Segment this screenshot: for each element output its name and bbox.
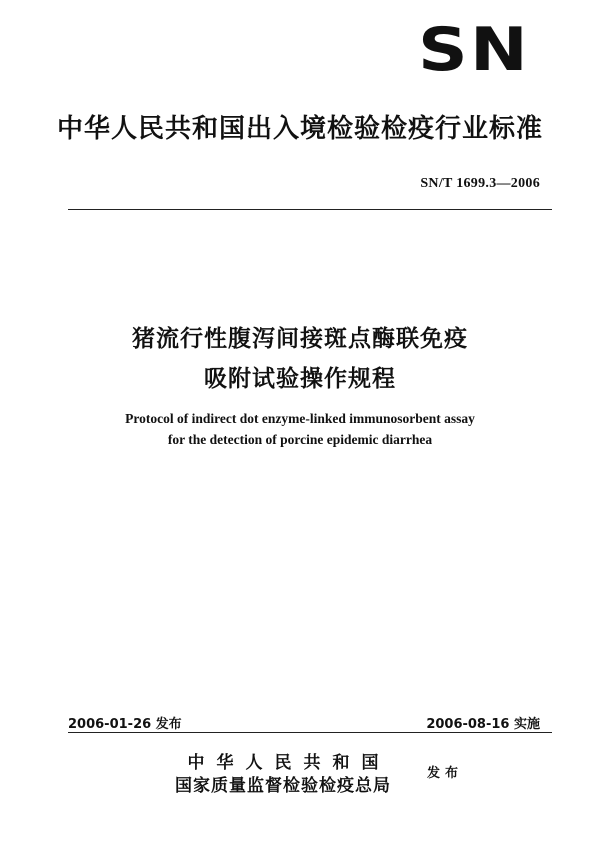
english-title-line1: Protocol of indirect dot enzyme-linked immunosorbent assay: [125, 411, 475, 426]
authority-line1: 中华人民共和国: [187, 753, 391, 773]
english-title-line2: for the detection of porcine epidemic diarrhea: [167, 432, 433, 447]
top-divider: [68, 209, 552, 210]
authority-line2: 国家质量监督检验检疫总局: [175, 776, 391, 796]
issued-label: 发布: [427, 766, 464, 781]
bottom-divider: [68, 732, 552, 733]
sn-logo: SN: [417, 15, 530, 85]
chinese-title-line1: 猪流行性腹泻间接斑点酶联免疫: [132, 326, 468, 352]
standard-number: SN/T 1699.3—2006: [420, 176, 540, 191]
issue-date: 2006-01-26 发布: [68, 717, 182, 732]
chinese-title-line2: 吸附试验操作规程: [204, 366, 396, 392]
header-title: 中华人民共和国出入境检验检疫行业标准: [56, 114, 543, 144]
implementation-date: 2006-08-16 实施: [426, 717, 540, 732]
